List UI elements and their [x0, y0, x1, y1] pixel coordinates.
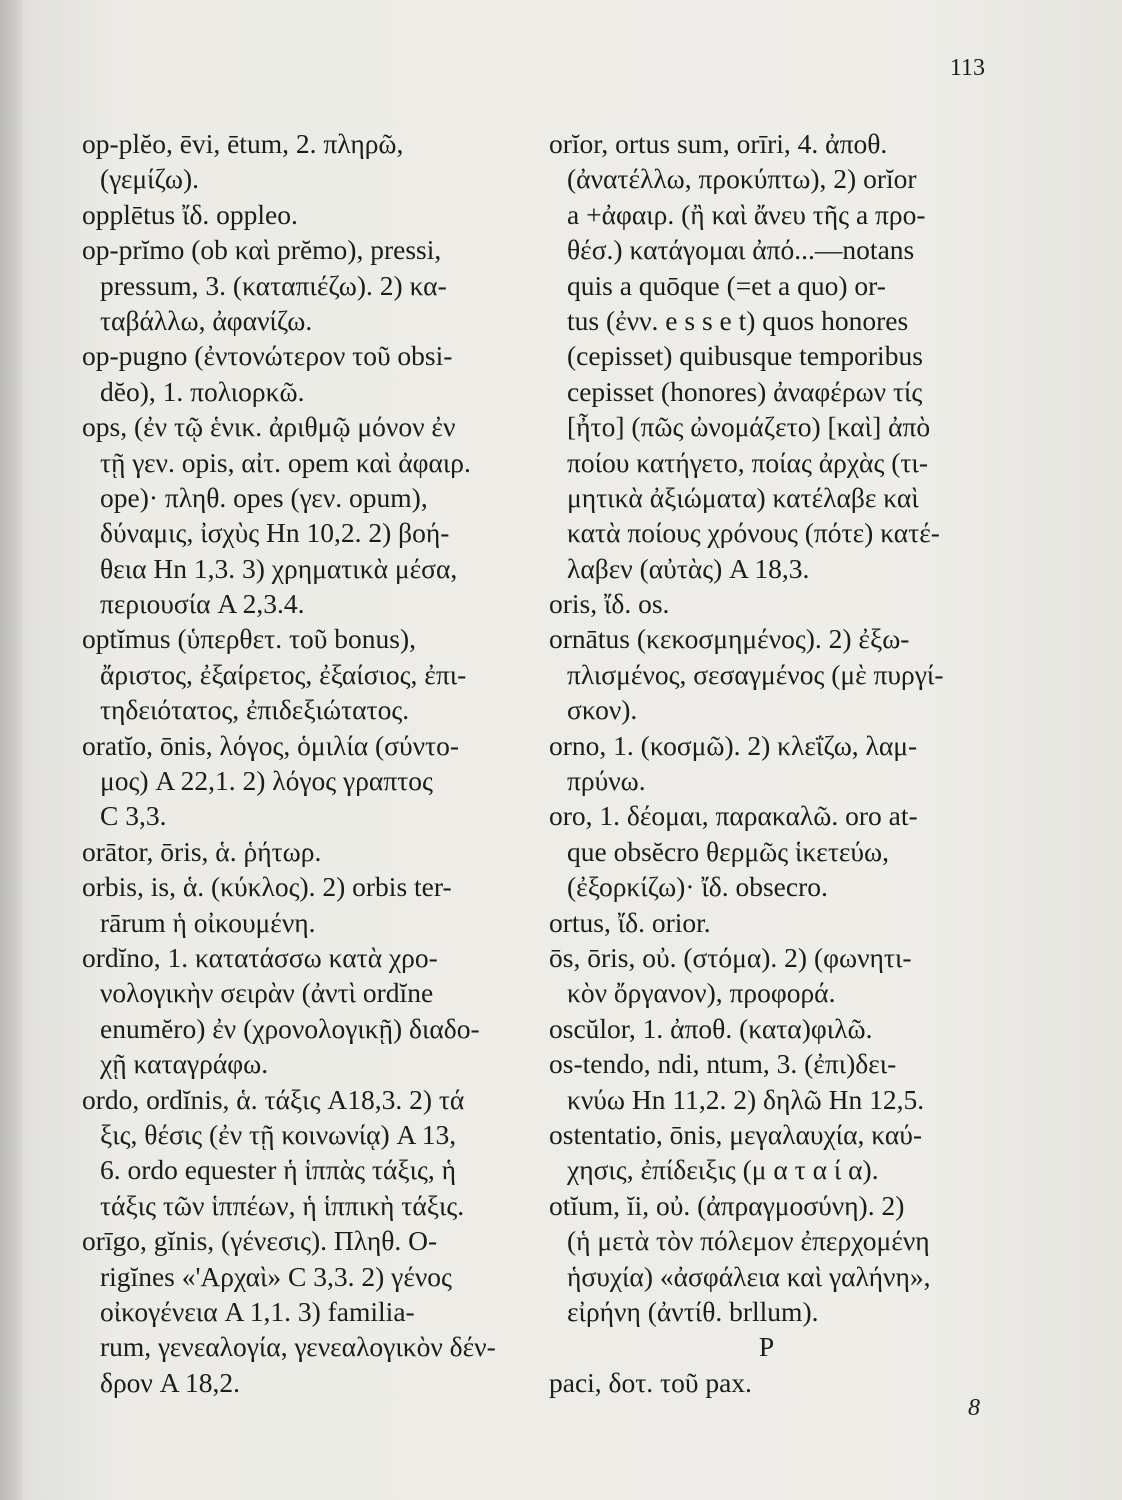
entry-line: ξις, θέσις (ἐν τῇ κοινωνίᾳ) A 13, [100, 1118, 457, 1150]
entry-line: κὸν ὄργανον), προφορά. [567, 977, 836, 1009]
entry-line: pressum, 3. (καταπιέζω). 2) κα- [100, 269, 447, 301]
entry-line: oratĭo, ōnis, λόγος, ὁμιλία (σύντο- [82, 729, 460, 761]
entry-line: δύναμις, ἰσχὺς Hn 10,2. 2) βοή- [100, 517, 450, 549]
signature-mark: 8 [968, 1395, 980, 1421]
entry-line: θέσ.) κατάγομαι ἀπό...—notans [567, 234, 915, 266]
entry-line: ταβάλλω, ἀφανίζω. [100, 304, 313, 336]
entry-line: [ἦτο] (πῶς ὠνομάζετο) [καὶ] ἀπὸ [567, 411, 931, 443]
entry-line: dĕo), 1. πολιορκῶ. [100, 375, 305, 407]
entry-line: (cepisset) quibusque temporibus [567, 340, 923, 372]
entry-line: ἄριστος, ἐξαίρετος, ἐξαίσιος, ἐπι- [100, 658, 467, 690]
entry-line: rigĭnes «'Αρχαὶ» C 3,3. 2) γένος [100, 1260, 452, 1292]
entry-line: ornātus (κεκοσμημένος). 2) ἐξω- [549, 623, 910, 655]
entry-line: τάξις τῶν ἱππέων, ἡ ἱππικὴ τάξις. [100, 1189, 465, 1221]
entry-line: orno, 1. (κοσμῶ). 2) κλεΐζω, λαμ- [549, 729, 918, 761]
entry-line: (ἀνατέλλω, προκύπτω), 2) orĭor [567, 163, 917, 195]
entry-line: μητικὰ ἀξιώματα) κατέλαβε καὶ [567, 481, 919, 513]
entry-line: ostentatio, ōnis, μεγαλαυχία, καύ- [549, 1118, 923, 1150]
entry-line: rārum ἡ οἰκουμένη. [100, 906, 316, 938]
entry-line: orīgo, gĭnis, (γένεσις). Πληθ. O- [82, 1225, 438, 1257]
entry-line: τηδειότατος, ἐπιδεξιώτατος. [100, 694, 410, 726]
entry-line: orātor, ōris, ἁ. ῥήτωρ. [82, 835, 322, 867]
entry-line: oro, 1. δέομαι, παρακαλῶ. oro at- [549, 800, 918, 832]
entry-line: μος) A 22,1. 2) λόγος γραπτος [100, 765, 433, 797]
entry-line: que obsĕcro θερμῶς ἱκετεύω, [567, 835, 890, 867]
binding-gutter [0, 0, 22, 1500]
section-letter: P [758, 1331, 775, 1363]
entry-line: χῇ καταγράφω. [100, 1048, 269, 1080]
entry-line: oris, ἴδ. os. [549, 588, 670, 620]
entry-line: πρύνω. [567, 765, 646, 797]
entry-line: περιουσία A 2,3.4. [100, 588, 305, 620]
entry-line: ops, (ἐν τῷ ἑνικ. ἀριθμῷ μόνον ἐν [82, 411, 456, 443]
entry-line: cepisset (honores) ἀναφέρων τίς [567, 375, 923, 407]
entry-line: ortus, ἴδ. orior. [549, 906, 711, 938]
right-column [549, 126, 984, 1400]
entry-line: σκον). [567, 694, 638, 726]
entry-line: δρον A 18,2. [100, 1366, 240, 1398]
entry-line: πλισμένος, σεσαγμένος (μὲ πυργί- [567, 658, 944, 690]
entry-line: a +ἀφαιρ. (ἢ καὶ ἄνευ τῆς a προ- [567, 198, 926, 230]
entry-line: paci, δοτ. τοῦ pax. [549, 1366, 752, 1398]
entry-line: op-prĭmo (ob καὶ prĕmo), pressi, [82, 234, 442, 266]
entry-line: εἰρήνη (ἀντίθ. brllum). [567, 1295, 819, 1327]
entry-line: (ἡ μετὰ τὸν πόλεμον ἐπερχομένη [567, 1225, 930, 1257]
entry-line: tus (ἐνν. e s s e t) quos honores [567, 304, 909, 336]
entry-line: C 3,3. [100, 800, 167, 832]
entry-line: (ἐξορκίζω)· ἴδ. obsecro. [567, 871, 828, 903]
entry-line: quis a quōque (=et a quo) or- [567, 269, 886, 301]
entry-line: ποίου κατήγετο, ποίας ἀρχὰς (τι- [567, 446, 928, 478]
entry-line: νολογικὴν σειρὰν (ἀντὶ ordĭne [100, 977, 434, 1009]
entry-line: τῇ γεν. opis, αἰτ. opem καὶ ἀφαιρ. [100, 446, 471, 478]
entry-line: orbis, is, ἁ. (κύκλος). 2) orbis ter- [82, 871, 452, 903]
entry-line: κατὰ ποίους χρόνους (πότε) κατέ- [567, 517, 940, 549]
entry-line: λαβεν (αὐτὰς) A 18,3. [567, 552, 810, 584]
entry-line: op-pugno (ἐντονώτερον τοῦ obsi- [82, 340, 453, 372]
entry-line: op-plĕo, ēvi, ētum, 2. πληρῶ, [82, 128, 404, 159]
entry-line: rum, γενεαλογία, γενεαλογικὸν δέν- [100, 1331, 496, 1363]
entry-line: ōs, ōris, οὐ. (στόμα). 2) (φωνητι- [549, 941, 912, 973]
entry-line: οἰκογένεια A 1,1. 3) familia- [100, 1295, 415, 1327]
entry-line: κνύω Hn 11,2. 2) δηλῶ Hn 12,5. [567, 1083, 925, 1115]
entry-line: opplētus ἴδ. oppleo. [82, 198, 298, 230]
page-number: 113 [949, 55, 985, 81]
entry-line: (γεμίζω). [100, 163, 200, 195]
entry-line: ope)· πληθ. opes (γεν. opum), [100, 481, 428, 513]
entry-line: ordo, ordĭnis, ἁ. τάξις A18,3. 2) τά [82, 1083, 465, 1115]
left-column [82, 126, 512, 1400]
entry-line: ἡσυχία) «ἀσφάλεια καὶ γαλήνη», [567, 1260, 931, 1292]
entry-line: 6. ordo equester ἡ ἱππὰς τάξις, ἡ [100, 1154, 457, 1186]
entry-line: os-tendo, ndi, ntum, 3. (ἐπι)δει- [549, 1048, 897, 1080]
entry-line: enumĕro) ἐν (χρονολογικῇ) διαδο- [100, 1012, 480, 1044]
entry-line: otĭum, ĭi, οὐ. (ἀπραγμοσύνη). 2) [549, 1189, 905, 1221]
entry-line: ordĭno, 1. κατατάσσω κατὰ χρο- [82, 941, 438, 973]
entry-line: optĭmus (ὑπερθετ. τοῦ bonus), [82, 623, 416, 655]
entry-line: θεια Hn 1,3. 3) χρηματικὰ μέσα, [100, 552, 458, 584]
entry-line: oscŭlor, 1. ἀποθ. (κατα)φιλῶ. [549, 1012, 873, 1044]
entry-line: orĭor, ortus sum, orīri, 4. ἀποθ. [549, 128, 888, 159]
entry-line: χησις, ἐπίδειξις (μ α τ α ί α). [567, 1154, 879, 1186]
